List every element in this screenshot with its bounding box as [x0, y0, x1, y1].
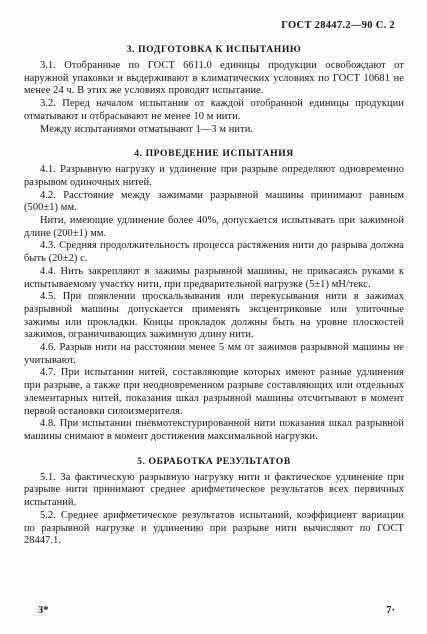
paragraph: 4.3. Средняя продолжительность процесса растяжения нити до разрыва должна быть (20±2) с. [24, 240, 404, 265]
paragraph: 5.2. Среднее арифметическое результатов испытаний, коэффициент вариации по разрывной нагрузке и удлинению при разрыве нити вычисляют по ГОСТ 28447.1. [24, 509, 404, 547]
paragraph: 4.7. При испытании нитей, составляющие которых имеют разные удлинения при разрыве, а также при неодновременном разрыве составляющих или отдельных элементарных нитей, показания шкал разрывной машины отсчитывают в момент первой остановки силоизмерителя. [24, 367, 404, 417]
paragraph: 4.6. Разрыв нити на расстоянии менее 5 мм от зажимов разрывной машины не учитывают. [24, 342, 404, 366]
paragraph: 3.1. Отобранные по ГОСТ 6611.0 единицы продукции освобождают от наружной упаковки и выдерживают в климатических условиях по ГОСТ 10681 не менее 24 ч. В этих же условиях проводят испытание. [24, 60, 404, 97]
paragraph: 4.8. При испытании пневмотекстурированной нити показания шкал разрывной машины снимают в момент достижения максимальной нагрузки. [24, 418, 404, 442]
paragraph: 3.2. Перед началом испытания от каждой отобранной единицы продукции отматывают и отбрасывают не менее 10 м нити. [24, 98, 404, 122]
paragraph: 4.4. Нить закрепляют в зажимы разрывной машины, не прикасаясь руками к испытываемому участку нити, при предварительной нагрузке (5±1) мН/текс. [24, 265, 404, 290]
paragraph: 5.1. За фактическую разрывную нагрузку нити и фактическое удлинение при разрыве нити принимают среднее арифметическое результатов всех первичных испытаний. [24, 471, 404, 509]
section-testing [24, 148, 404, 443]
section-heading: 5. ОБРАБОТКА РЕЗУЛЬТАТОВ [137, 455, 291, 467]
section-preparation [24, 44, 404, 136]
section-results [24, 456, 404, 548]
section-heading: 4. ПРОВЕДЕНИЕ ИСПЫТАНИЯ [134, 148, 294, 160]
paragraph: Между испытаниями отматывают 1—3 м нити. [40, 123, 254, 135]
section-heading: 3. ПОДГОТОВКА К ИСПЫТАНИЮ [126, 44, 302, 55]
page-number: 7· [386, 605, 395, 616]
paragraph: Нити, имеющие удлинение более 40%, допускается испытывать при зажимной длине (200±1) мм. [24, 215, 404, 239]
paragraph: 4.5. При появлении проскальзывания или перекусывания нити в зажимах разрывной машины допускается применять эксцентриковые или улиточные зажимы или прокладки. Концы прокладок должны быть на уровне плоскостей зажимов, ограничивающих зажимную длину нити. [24, 291, 404, 341]
paragraph: 4.1. Разрывную нагрузку и удлинение при разрыве определяют одновременно разрывом одиночных нитей. [24, 164, 404, 188]
running-header: ГОСТ 28447.2—90 С. 2 [281, 20, 395, 31]
signature-mark: 3* [38, 605, 49, 616]
paragraph: 4.2. Расстояние между зажимами разрывной машины принимают равным (500±1) мм. [24, 189, 404, 214]
page-content [24, 44, 404, 548]
